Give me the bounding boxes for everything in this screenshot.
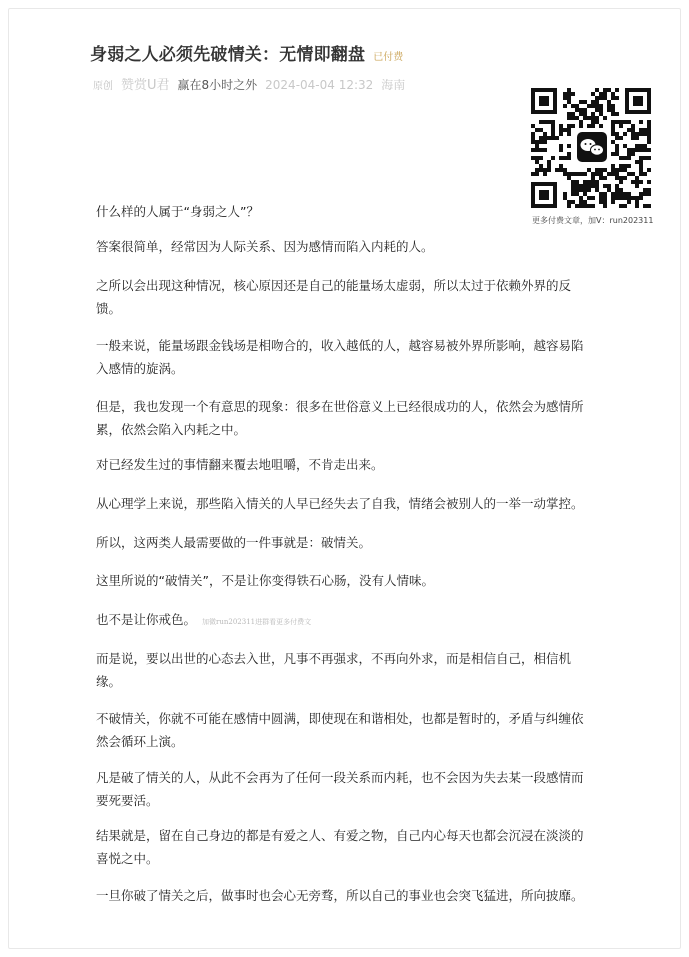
paragraph: 凡是破了情关的人，从此不会再为了任何一段关系而内耗，也不会因为失去某一段感情而要死要活。 (96, 770, 584, 808)
qr-caption: 更多付费文章，加V：run202311 (532, 216, 654, 225)
paragraph: 这里所说的“破情关”，不是让你变得铁石心肠，没有人情味。 (96, 573, 434, 588)
article-title: 身弱之人必须先破情关：无情即翻盘 (90, 45, 366, 65)
publish-location: 海南 (381, 78, 406, 92)
publish-time: 2024-04-04 12:32 (265, 78, 374, 92)
paragraph: 什么样的人属于“身弱之人”？ (96, 204, 259, 219)
paragraph: 一旦你破了情关之后，做事时也会心无旁骛，所以自己的事业也会突飞猛进，所向披靡。 (96, 888, 584, 903)
paragraph: 之所以会出现这种情况，核心原因还是自己的能量场太虚弱，所以太过于依赖外界的反馈。 (96, 278, 572, 316)
author-name[interactable]: 赞赏U君 (121, 78, 170, 93)
paragraph: 对已经发生过的事情翻来覆去地咀嚼，不肯走出来。 (96, 457, 384, 472)
paragraph: 结果就是，留在自己身边的都是有爱之人、有爱之物，自己内心每天也都会沉浸在淡淡的喜悦之中。 (96, 828, 584, 866)
paragraph: 答案很简单，经常因为人际关系、因为感情而陷入内耗的人。 (96, 239, 434, 254)
wechat-icon (577, 132, 607, 162)
qr-code (529, 86, 653, 210)
original-tag: 原创 (93, 81, 113, 92)
paragraph: 从心理学上来说，那些陷入情关的人早已经失去了自我，情绪会被别人的一举一动掌控。 (96, 496, 584, 511)
paragraph-text: 也不是让你戒色。 (96, 612, 197, 627)
paragraph: 一般来说，能量场跟金钱场是相吻合的，收入越低的人，越容易被外界所影响，越容易陷入感情的旋涡。 (96, 338, 584, 376)
article-header (90, 40, 403, 65)
paid-badge: 已付费 (373, 52, 404, 63)
paragraph: 但是，我也发现一个有意思的现象：很多在世俗意义上已经很成功的人，依然会为感情所累，依然会陷入内耗之中。 (96, 399, 584, 437)
article-meta (93, 74, 405, 93)
account-motto[interactable]: 赢在8小时之外 (177, 78, 258, 92)
watermark-text: 加微run202311进群看更多付费文 (202, 618, 312, 626)
paragraph: 而是说，要以出世的心态去入世，凡事不再强求，不再向外求，而是相信自己，相信机缘。 (96, 651, 572, 689)
paragraph: 所以，这两类人最需要做的一件事就是：破情关。 (96, 535, 372, 550)
paragraph (96, 608, 591, 634)
paragraph: 不破情关，你就不可能在感情中圆满，即使现在和谐相处，也都是暂时的，矛盾与纠缠依然会循环上演。 (96, 711, 584, 749)
